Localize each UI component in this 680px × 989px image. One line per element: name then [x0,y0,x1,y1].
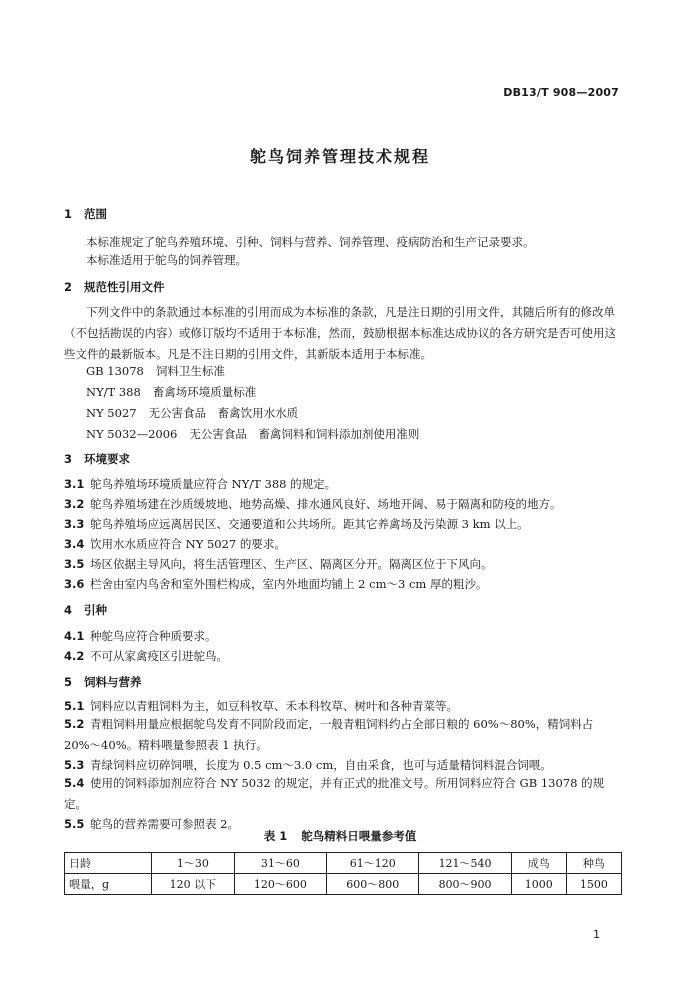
section-title: 环境要求 [84,452,130,466]
clause-text: 青粗饲料用量应根据鸵鸟发育不同阶段而定，一般青粗饲料约占全部日粮的 60%～80%，精饲料占 20%～40%。精料喂量参照表 1 执行。 [64,717,594,752]
clause-item [64,556,622,572]
table-cell: 种鸟 [566,853,621,874]
reference-code: NY/T 388 [86,385,141,399]
table-row [65,874,622,895]
clause-text: 种鸵鸟应符合种质要求。 [90,629,217,643]
section-number: 4 [64,603,73,617]
clause-text: 鸵鸟养殖场环境质量应符合 NY/T 388 的规定。 [90,477,337,491]
reference-code: NY 5027 [86,406,137,420]
paragraph: 本标准适用于鸵鸟的饲养管理。 [86,253,247,267]
clause-number: 3.6 [64,577,85,591]
clause-number: 4.1 [64,629,85,643]
reference-code: GB 13078 [86,364,144,378]
clause-number: 5.5 [64,817,85,831]
section-heading-3 [64,451,130,467]
feed-amount-table [64,852,622,895]
section-title: 引种 [84,603,107,617]
reference-item [86,426,419,442]
table-cell: 61～120 [327,853,419,874]
clause-item [64,648,622,664]
clause-number: 5.2 [64,717,85,731]
standard-code: DB13/T 908—2007 [503,86,619,99]
table-caption-number: 表 1 [263,829,288,843]
clause-text: 饲料应以青粗饲料为主，如豆科牧草、禾本科牧草、树叶和各种青菜等。 [90,699,458,713]
table-cell: 日龄 [65,853,152,874]
clause-number: 5.1 [64,699,85,713]
section-heading-4 [64,602,107,618]
clause-number: 3.3 [64,517,85,531]
clause-item [64,714,622,756]
section-number: 3 [64,452,73,466]
clause-item [64,698,622,714]
reference-title: 无公害食品 畜禽饲料和饲料添加剂使用准则 [189,427,420,441]
table-cell: 121～540 [419,853,511,874]
section-title: 范围 [84,207,107,221]
section-number: 1 [64,207,73,221]
page-number: 1 [593,928,600,941]
table-cell: 1～30 [152,853,235,874]
section-title: 规范性引用文件 [84,280,165,294]
clause-text: 不可从家禽疫区引进鸵鸟。 [90,649,228,663]
table-cell: 120 以下 [152,874,235,895]
clause-item [64,516,622,532]
table-cell: 1500 [566,874,621,895]
clause-text: 青绿饲料应切碎饲喂，长度为 0.5 cm～3.0 cm，自由采食，也可与适量精饲料混合饲喂。 [90,758,552,772]
clause-text: 场区依据主导风向，将生活管理区、生产区、隔离区分开。隔离区位于下风向。 [90,557,493,571]
clause-text: 鸵鸟的营养需要可参照表 2。 [90,817,239,831]
table-row [65,853,622,874]
paragraph: 下列文件中的条款通过本标准的引用而成为本标准的条款，凡是注日期的引用文件，其随后所有的修改单（不包括勘误的内容）或修订版均不适用于本标准，然而，鼓励根据本标准达成协议的各方研究是否可使用这些文件的最新版本。凡是不注日期的引用文件，其新版本适用于本标准。 [64,305,616,361]
clause-number: 3.1 [64,477,85,491]
clause-item [64,773,622,815]
table-cell: 成鸟 [511,853,566,874]
section-number: 2 [64,280,73,294]
clause-item [64,536,622,552]
reference-item [86,363,225,379]
table-cell: 喂量，g [65,874,152,895]
clause-item [64,576,622,592]
clause-text: 使用的饲料添加剂应符合 NY 5032 的规定，并有正式的批准文号。所用饲料应符合 GB 13078 的规定。 [64,776,605,811]
clause-item [64,757,622,773]
clause-text: 饮用水水质应符合 NY 5027 的要求。 [90,537,286,551]
reference-title: 饲料卫生标准 [155,364,225,378]
reference-title: 无公害食品 畜禽饮用水水质 [148,406,299,420]
section-title: 饲料与营养 [84,675,142,689]
table-cell: 800～900 [419,874,511,895]
clause-number: 3.2 [64,497,85,511]
reference-item [86,405,298,421]
clause-text: 鸵鸟养殖场建在沙质缓坡地、地势高燥、排水通风良好、场地开阔、易于隔离和防疫的地方。 [90,497,562,511]
table-caption [0,828,680,844]
section-heading-5 [64,674,142,690]
table-cell: 31～60 [234,853,326,874]
clause-item [64,628,622,644]
clause-text: 栏舍由室内鸟舍和室外围栏构成，室内外地面均铺上 2 cm～3 cm 厚的粗沙。 [90,577,488,591]
clause-item [64,496,622,512]
section-number: 5 [64,675,73,689]
clause-number: 3.5 [64,557,85,571]
clause-number: 5.3 [64,758,85,772]
section-heading-1 [64,206,107,222]
reference-code: NY 5032—2006 [86,427,178,441]
clause-number: 3.4 [64,537,85,551]
clause-number: 5.4 [64,776,85,790]
table-cell: 120～600 [234,874,326,895]
document-title: 鸵鸟饲养管理技术规程 [249,147,430,166]
clause-text: 鸵鸟养殖场应远离居民区、交通要道和公共场所。距其它养禽场及污染源 3 km 以上。 [90,517,529,531]
reference-title: 畜禽场环境质量标准 [152,385,257,399]
clause-item [64,476,622,492]
clause-number: 4.2 [64,649,85,663]
table-cell: 1000 [511,874,566,895]
table-cell: 600～800 [327,874,419,895]
reference-item [86,384,256,400]
section-heading-2 [64,279,165,295]
paragraph: 本标准规定了鸵鸟养殖环境、引种、饲料与营养、饲养管理、疫病防治和生产记录要求。 [86,235,535,249]
table-caption-title: 鸵鸟精料日喂量参考值 [301,829,417,843]
